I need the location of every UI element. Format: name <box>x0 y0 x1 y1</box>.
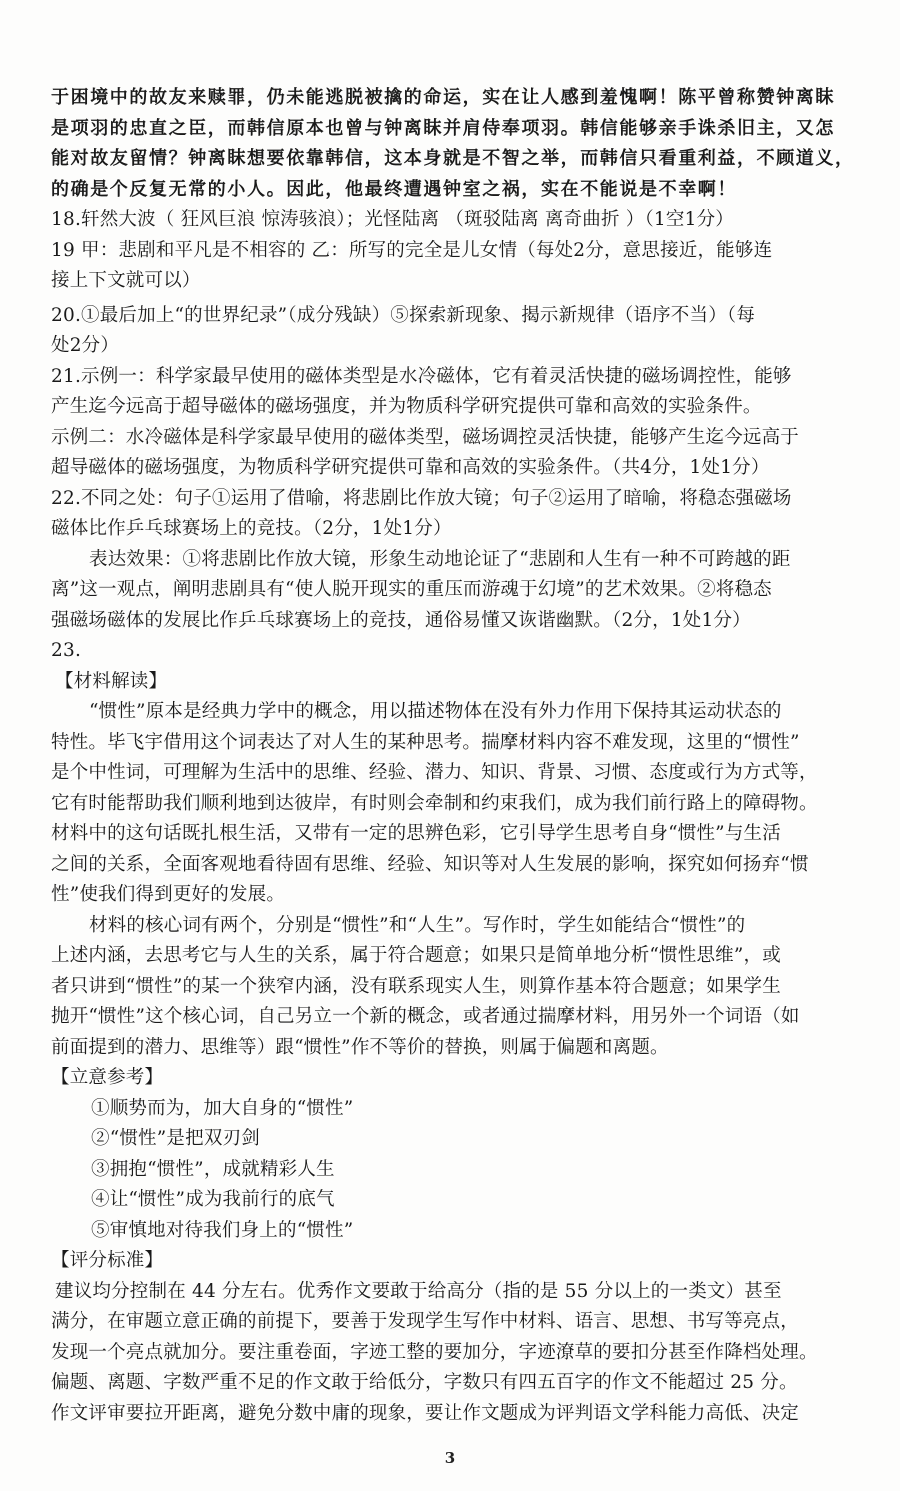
text-line: 磁体比作乒乓球赛场上的竞技。（2分，1处1分） <box>51 518 452 539</box>
ideas-list <box>51 1094 851 1247</box>
text-line: 者只讲到“惯性”的某一个狭窄内涵，没有联系现实人生，则算作基本符合题意；如果学生 <box>51 975 781 997</box>
page-content <box>51 83 855 1429</box>
text-line: 20.①最后加上“的世界纪录”（成分残缺）⑤探索新现象、揭示新规律（语序不当）（每 <box>51 304 756 326</box>
text-line: 于困境中的故友来赎罪，仍未能逃脱被擒的命运，实在让人感到羞愧啊！陈平曾称赞钟离眜 <box>51 87 835 108</box>
text-line: 离”这一观点，阐明悲剧具有“使人脱开现实的重压而游魂于幻境”的艺术效果。②将稳态 <box>51 579 772 600</box>
text-line: 抛开“惯性”这个核心词，自己另立一个新的概念，或者通过揣摩材料，用另外一个词语（如 <box>51 1006 800 1027</box>
text-line: 超导磁体的磁场强度，为物质科学研究提供可靠和高效的实验条件。（共4分，1处1分） <box>51 457 770 478</box>
text-line: 上述内涵，去思考它与人生的关系，属于符合题意；如果只是简单地分析“惯性思维”，或 <box>51 945 781 966</box>
text-line: 产生迄今远高于超导磁体的磁场强度，并为物质科学研究提供可靠和高效的实验条件。 <box>51 396 762 417</box>
text-line: 作文评审要拉开距离，避免分数中庸的现象，要让作文题成为评判语文学科能力高低、决定 <box>51 1402 800 1424</box>
text-line: 发现一个亮点就加分。要注重卷面，字迹工整的要加分，字迹潦草的要扣分甚至作降档处理。 <box>51 1341 818 1363</box>
list-item: ②“惯性”是把双刃剑 <box>91 1128 260 1149</box>
text-line: 之间的关系，全面客观地看待固有思维、经验、知识等对人生发展的影响，探究如何扬弃“惯 <box>51 853 809 875</box>
text-line: 强磁场磁体的发展比作乒乓球赛场上的竞技，通俗易懂又诙谐幽默。（2分，1处1分） <box>51 609 751 631</box>
section-heading-scoring: 【评分标准】 <box>51 1250 164 1271</box>
text-line: 的确是个反复无常的小人。因此，他最终遭遇钟室之祸，实在不能说是不幸啊！ <box>51 178 737 200</box>
scoring-paragraph <box>51 1277 851 1430</box>
text-line: 性”使我们得到更好的发展。 <box>51 884 286 905</box>
text-line: 22.不同之处：句子①运用了借喻，将悲剧比作放大镜；句子②运用了暗喻，将稳态强磁场 <box>51 487 792 509</box>
page-number: 3 <box>444 1449 456 1467</box>
text-line: 它有时能帮助我们顺利地到达彼岸，有时则会牵制和约束我们，成为我们前行路上的障碍物。 <box>51 792 818 814</box>
text-line: 接上下文就可以） <box>51 270 201 291</box>
text-line: 满分，在审题立意正确的前提下，要善于发现学生写作中材料、语言、思想、书写等亮点， <box>51 1311 800 1332</box>
list-item: ①顺势而为，加大自身的“惯性” <box>91 1097 354 1119</box>
text-line: 示例二：水冷磁体是科学家最早使用的磁体类型，磁场调控灵活快捷，能够产生迄今远高于 <box>51 426 800 448</box>
text-line: 材料的核心词有两个，分别是“惯性”和“人生”。写作时，学生如能结合“惯性”的 <box>89 914 746 936</box>
material-paragraph-2 <box>51 911 851 1064</box>
text-line: 是个中性词，可理解为生活中的思维、经验、潜力、知识、背景、习惯、态度或行为方式等， <box>51 762 818 783</box>
text-line: 21.示例一：科学家最早使用的磁体类型是水冷磁体，它有着灵活快捷的磁场调控性，能够 <box>51 365 792 387</box>
text-line: 是项羽的忠直之臣，而韩信原本也曾与钟离眜并肩侍奉项羽。韩信能够亲手诛杀旧主，又怎 <box>51 117 835 139</box>
text-line: “惯性”原本是经典力学中的概念，用以描述物体在没有外力作用下保持其运动状态的 <box>89 701 782 722</box>
text-line: 前面提到的潜力、思维等）跟“惯性”作不等价的替换，则属于偏题和离题。 <box>51 1036 669 1058</box>
text-line: 能对故友留情？钟离眜想要依靠韩信，这本身就是不智之举，而韩信只看重利益，不顾道义， <box>51 148 855 169</box>
q22-answer <box>51 484 851 545</box>
text-line: 19 甲：悲剧和平凡是不相容的 乙：所写的完全是儿女情（每处2分，意思接近，能够连 <box>51 239 773 261</box>
text-line: 处2分） <box>51 335 120 356</box>
text-line: 18.轩然大波（ 狂风巨浪 惊涛骇浪）；光怪陆离 （斑驳陆离 离奇曲折 ）（1空1分） <box>51 209 734 230</box>
question-number: 23. <box>51 640 82 661</box>
q18-answer <box>51 205 851 236</box>
list-item: ④让“惯性”成为我前行的底气 <box>91 1189 335 1210</box>
q23-label <box>51 636 851 667</box>
list-item: ⑤审慎地对待我们身上的“惯性” <box>91 1219 354 1241</box>
q21-answer <box>51 362 851 484</box>
list-item: ③拥抱“惯性”，成就精彩人生 <box>91 1158 335 1180</box>
material-paragraph-1 <box>51 697 851 911</box>
text-line: 材料中的这句话既扎根生活，又带有一定的思辨色彩，它引导学生思考自身“惯性”与生活 <box>51 823 781 844</box>
section-heading-material: 【材料解读】 <box>55 670 168 692</box>
text-line: 偏题、离题、字数严重不足的作文敢于给低分，字数只有四五百字的作文不能超过 25 分。 <box>51 1372 798 1393</box>
text-line: 表达效果：①将悲剧比作放大镜，形象生动地论证了“悲剧和人生有一种不可跨越的距 <box>89 548 791 570</box>
q19-answer <box>51 236 851 297</box>
q22-effect <box>51 545 851 637</box>
text-line: 建议均分控制在 44 分左右。优秀作文要敢于给高分（指的是 55 分以上的一类文）甚至 <box>55 1280 782 1302</box>
text-line: 特性。毕飞宇借用这个词表达了对人生的某种思考。揣摩材料内容不难发现，这里的“惯性” <box>51 731 800 753</box>
q20-answer <box>51 301 851 362</box>
q17-translation-tail <box>51 83 855 205</box>
section-heading-ideas: 【立意参考】 <box>51 1067 164 1088</box>
